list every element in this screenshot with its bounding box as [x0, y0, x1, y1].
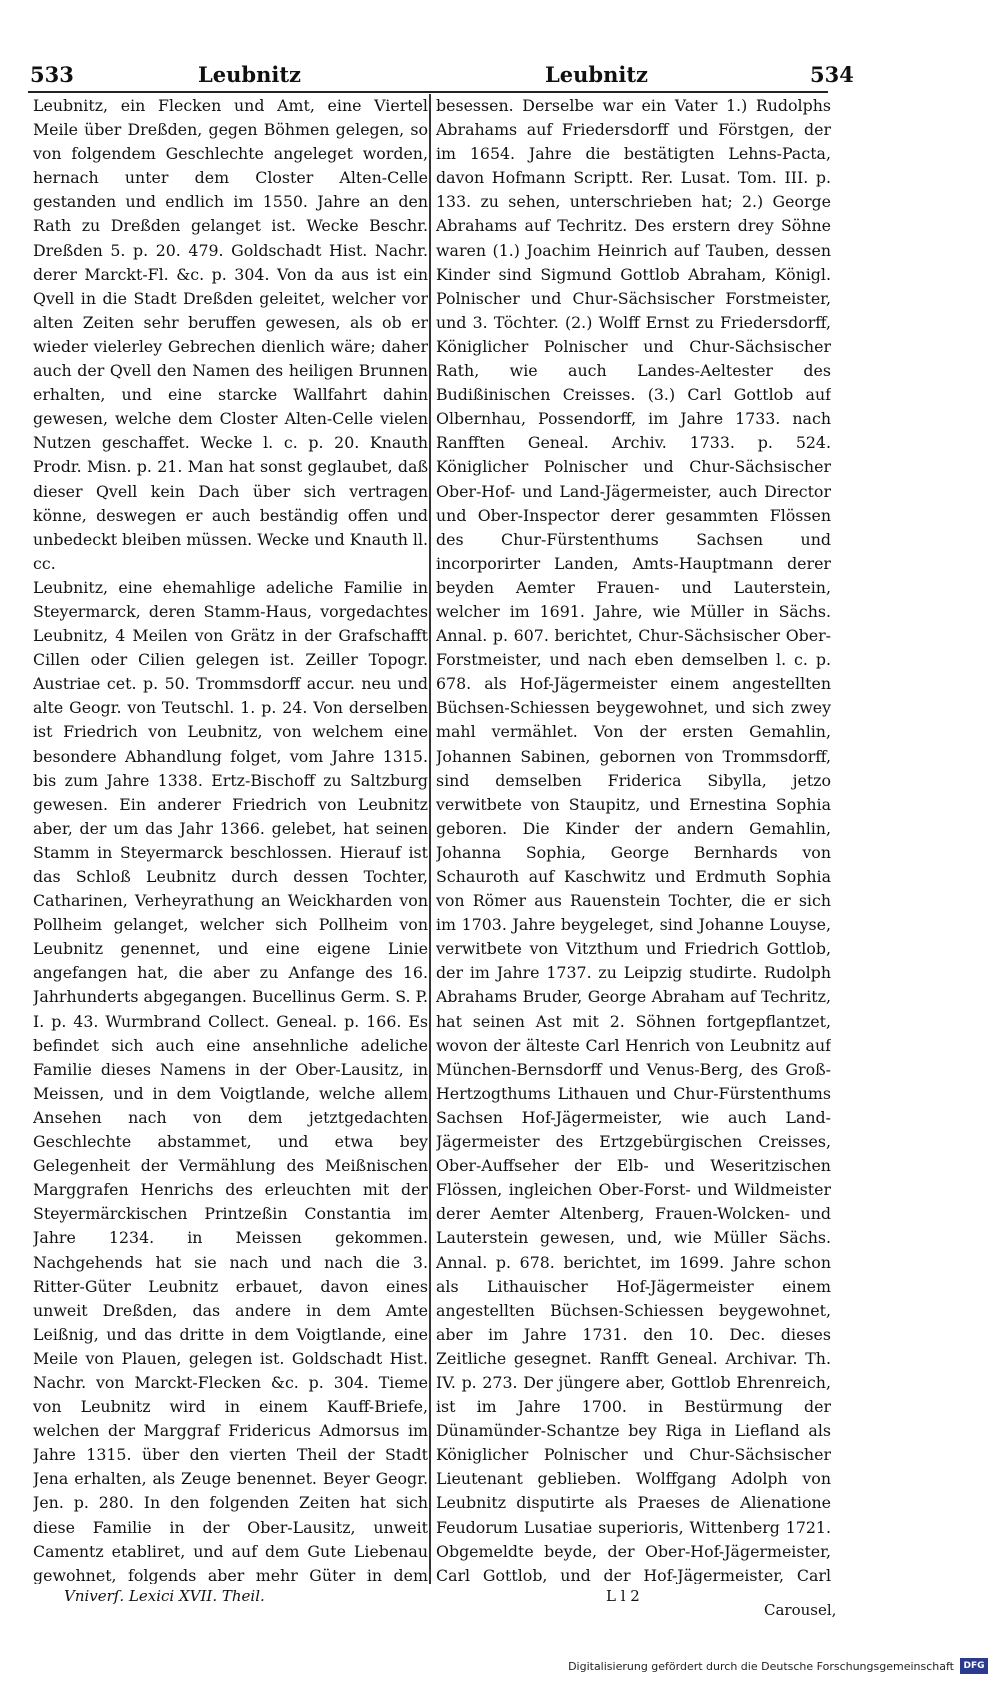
- entry-leubnitz-family: Leubnitz, eine ehemahlige adeliche Familie in Steyermarck, deren Stamm-Haus, vorgedachtes Leubnitz, 4 Meilen von Grätz in der Grafschafft Cillen oder Cilien gelegen ist. Zeiller Topogr. Austriae cet. p. 50. Trommsdorff accur. neu und alte Geogr. von Teutschl. 1. p. 24. Von derselben ist Friedrich von Leubnitz, von welchem eine besondere Abhandlung folget, vom Jahre 1315. bis zum Jahre 1338. Ertz-Bischoff zu Saltzburg gewesen. Ein anderer Friedrich von Leubnitz aber, der um das Jahr 1366. gelebet, hat seinen Stamm in Steyermarck beschlossen. Hierauf ist das Schloß Leubnitz durch dessen Tochter, Catharinen, Verheyrathung an Weickharden von Pollheim gelanget, welcher sich Pollheim von Leubnitz genennet, und eine eigene Linie angefangen hat, die aber zu Anfange des 16. Jahrhunderts abgegangen. Bucellinus Germ. S. P. I. p. 43. Wurmbrand Collect. Geneal. p. 166. Es befindet sich auch eine ansehnliche adeliche Familie dieses Namens in der Ober-Lausitz, in Meissen, und in dem Voigtlande, welche allem Ansehen nach von dem jetztgedachten Geschlechte abstammet, und etwa bey Gelegenheit der Vermählung des Meißnischen Marggrafen Henrichs des erleuchten mit der Steyermärckischen Printzeßin Constantia im Jahre 1234. in Meissen gekommen. Nachgehends hat sie nach und nach die 3. Ritter-Güter Leubnitz erbauet, davon eines unweit Dreßden, das andere in dem Amte Leißnig, und das dritte in dem Voigtlande, eine Meile von Plauen, gelegen ist. Goldschadt Hist. Nachr. von Marckt-Flecken &c. p. 304. Tieme von Leubnitz wird in einem Kauff-Briefe, welchen der Marggraf Fridericus Admorsus im Jahre 1315. über den vierten Theil der Stadt Jena erhalten, als Zeuge benennet. Beyer Geogr. Jen. p. 280. In den folgenden Zeiten hat sich diese Familie in der Ober-Lausitz, unweit Camentz etabliret, und auf dem Gute Liebenau gewohnet, folgends aber mehr Güter in dem: [33, 577, 428, 1584]
- header-rule: [28, 91, 828, 93]
- credit-text: Digitalisierung gefördert durch die Deutsche Forschungsgemeinschaft: [568, 1659, 954, 1673]
- entry-leubnitz-place: Leubnitz, ein Flecken und Amt, eine Viertel Meile über Dreßden, gegen Böhmen gelegen, so von folgendem Geschlechte angeleget worden, hernach unter dem Closter Alten-Celle gestanden und endlich im 1550. Jahre an den Rath zu Dreßden gelanget ist. Wecke Beschr. Dreßden 5. p. 20. 479. Goldschadt Hist. Nachr. derer Marckt-Fl. &c. p. 304. Von da aus ist ein Qvell in die Stadt Dreßden geleitet, welcher vor alten Zeiten sehr beruffen gewesen, als ob er wieder vielerley Gebrechen dienlich wäre; daher auch der Qvell den Namen des heiligen Brunnen erhalten, und eine starcke Wallfahrt dahin gewesen, welche dem Closter Alten-Celle vielen Nutzen geschaffet. Wecke l. c. p. 20. Knauth Prodr. Misn. p. 21. Man hat sonst geglaubet, daß dieser Qvell kein Dach über sich vertragen könne, deswegen er auch beständig offen und unbedeckt bleiben müssen. Wecke und Knauth ll. cc.: [33, 96, 428, 573]
- right-page-number: 534: [810, 62, 854, 87]
- digitization-credit: [568, 1658, 988, 1674]
- dfg-logo: DFG: [960, 1658, 988, 1674]
- sheet-mark: L l 2: [606, 1587, 640, 1605]
- catchword: Carousel,: [764, 1601, 837, 1619]
- right-column: [436, 94, 831, 1584]
- column-divider: [429, 94, 431, 1584]
- left-page-number: 533: [30, 62, 74, 87]
- volume-signature: Vniverſ. Lexici XVII. Theil.: [64, 1587, 265, 1605]
- right-running-title: Leubnitz: [545, 62, 648, 87]
- left-running-title: Leubnitz: [198, 62, 301, 87]
- entry-leubnitz-family-continued: besessen. Derselbe war ein Vater 1.) Rudolphs Abrahams auf Friedersdorff und Förstgen, der im 1654. Jahre die bestätigten Lehns-Pacta, davon Hofmann Scriptt. Rer. Lusat. Tom. III. p. 133. zu sehen, unterschrieben hat; 2.) George Abrahams auf Techritz. Des erstern drey Söhne waren (1.) Joachim Heinrich auf Tauben, dessen Kinder sind Sigmund Gottlob Abraham, Königl. Polnischer und Chur-Sächsischer Forstmeister, und 3. Töchter. (2.) Wolff Ernst zu Friedersdorff, Königlicher Polnischer und Chur-Sächsischer Rath, wie auch Landes-Aeltester des Budißinischen Creisses. (3.) Carl Gottlob auf Olbernhau, Possendorff, im Jahre 1733. nach Ranfften Geneal. Archiv. 1733. p. 524. Königlicher Polnischer und Chur-Sächsischer Ober-Hof- und Land-Jägermeister, auch Director und Ober-Inspector derer gesammten Flössen des Chur-Fürstenthums Sachsen und incorporirter Landen, Amts-Hauptmann derer beyden Aemter Frauen- und Lauterstein, welcher im 1691. Jahre, wie Müller in Sächs. Annal. p. 607. berichtet, Chur-Sächsischer Ober-Forstmeister, und nach eben demselben l. c. p. 678. als Hof-Jägermeister einem angestellten Büchsen-Schiessen beygewohnet, und sich zwey mahl vermählet. Von der ersten Gemahlin, Johannen Sabinen, gebornen von Trommsdorff, sind demselben Friderica Sibylla, jetzo verwitbete von Staupitz, und Ernestina Sophia geboren. Die Kinder der andern Gemahlin, Johanna Sophia, George Bernhards von Schauroth auf Kaschwitz und Erdmuth Sophia von Römer aus Rauenstein Tochter, die er sich im 1703. Jahre beygeleget, sind Johanne Louyse, verwitbete von Vitzthum und Friedrich Gottlob, der im Jahre 1737. zu Leipzig studirte. Rudolph Abrahams Bruder, George Abraham auf Techritz, hat seinen Ast mit 2. Söhnen fortgepflantzet, wovon der älteste Carl Henrich von Leubnitz auf München-Bernsdorff und Venus-Berg, des Groß-Hertzogthums Lithauen und Chur-Fürstenthums Sachsen Hof-Jägermeister, wie auch Land-Jägermeister des Ertzgebürgischen Creisses, Ober-Auffseher der Elb- und Weseritzischen Flössen, ingleichen Ober-Forst- und Wildmeister derer Aemter Altenberg, Frauen-Wolcken- und Lauterstein gewesen, und, wie Müller Sächs. Annal. p. 678. berichtet, im 1699. Jahre schon als Lithauischer Hof-Jägermeister einem angestellten Büchsen-Schiessen beygewohnet, aber im Jahre 1731. den 10. Dec. dieses Zeitliche gesegnet. Ranfft Geneal. Archivar. Th. IV. p. 273. Der jüngere aber, Gottlob Ehrenreich, ist im Jahre 1700. in Bestürmung der Dünamünder-Schantze bey Riga in Liefland als Königlicher Polnischer und Chur-Sächsischer Lieutenant geblieben. Wolffgang Adolph von Leubnitz disputirte als Praeses de Alienatione Feudorum Lusatiae superioris, Wittenberg 1721. Obgemeldte beyde, der Ober-Hof-Jägermeister, Carl Gottlob, und der Hof-Jägermeister, Carl: [436, 96, 831, 1584]
- left-column: [33, 94, 428, 1584]
